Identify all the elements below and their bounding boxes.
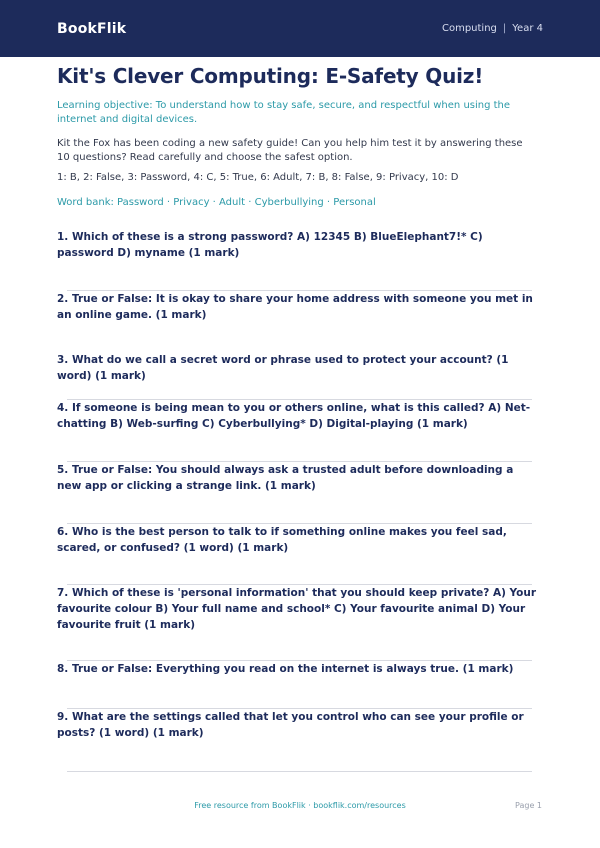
- question-7: 7. Which of these is 'personal information' that you should keep private? A) Your favourite colour B) Your full name and school* C) Your favourite animal D) Your favourite fruit (1 mark): [57, 587, 537, 631]
- brand-logo: BookFlik: [57, 20, 127, 37]
- question-8: 8. True or False: Everything you read on the internet is always true. (1 mark): [57, 663, 514, 675]
- question-4: 4. If someone is being mean to you or others online, what is this called? A) Net-chatting B) Web-surfing C) Cyberbullying* D) Digital-playing (1 mark): [57, 402, 531, 430]
- answer-key: 1: B, 2: False, 3: Password, 4: C, 5: True, 6: Adult, 7: B, 8: False, 9: Privacy, 10: D: [57, 172, 459, 183]
- subject-year: [442, 23, 543, 34]
- subject-label: Computing: [441, 23, 497, 34]
- word-bank: Word bank: Password · Privacy · Adult · Cyberbullying · Personal: [57, 197, 376, 208]
- answer-line: [67, 771, 532, 772]
- page-title: Kit's Clever Computing: E-Safety Quiz!: [57, 64, 484, 88]
- question-6: 6. Who is the best person to talk to if something online makes you feel sad, scared, or confused? (1 word) (1 mark): [57, 526, 507, 554]
- page-header: [0, 0, 600, 57]
- question-2: 2. True or False: It is okay to share your home address with someone you met in an online game. (1 mark): [57, 293, 533, 321]
- question-9: 9. What are the settings called that let you control who can see your profile or posts? (1 word) (1 mark): [57, 711, 524, 739]
- question-3: 3. What do we call a secret word or phrase used to protect your account? (1 word) (1 mark): [57, 354, 509, 382]
- question-1: 1. Which of these is a strong password? A) 12345 B) BlueElephant7!* C) password D) myname (1 mark): [57, 231, 483, 259]
- page-number: Page 1: [515, 801, 542, 810]
- separator: |: [502, 23, 507, 34]
- footer-source: Free resource from BookFlik · bookflik.com/resources: [194, 801, 406, 810]
- intro-text: Kit the Fox has been coding a new safety guide! Can you help him test it by answering these 10 questions? Read carefully and choose the safest option.: [57, 138, 523, 163]
- learning-objective: Learning objective: To understand how to stay safe, secure, and respectful when using the internet and digital devices.: [57, 100, 511, 125]
- year-label: Year 4: [512, 23, 543, 34]
- question-5: 5. True or False: You should always ask a trusted adult before downloading a new app or clicking a strange link. (1 mark): [57, 464, 514, 492]
